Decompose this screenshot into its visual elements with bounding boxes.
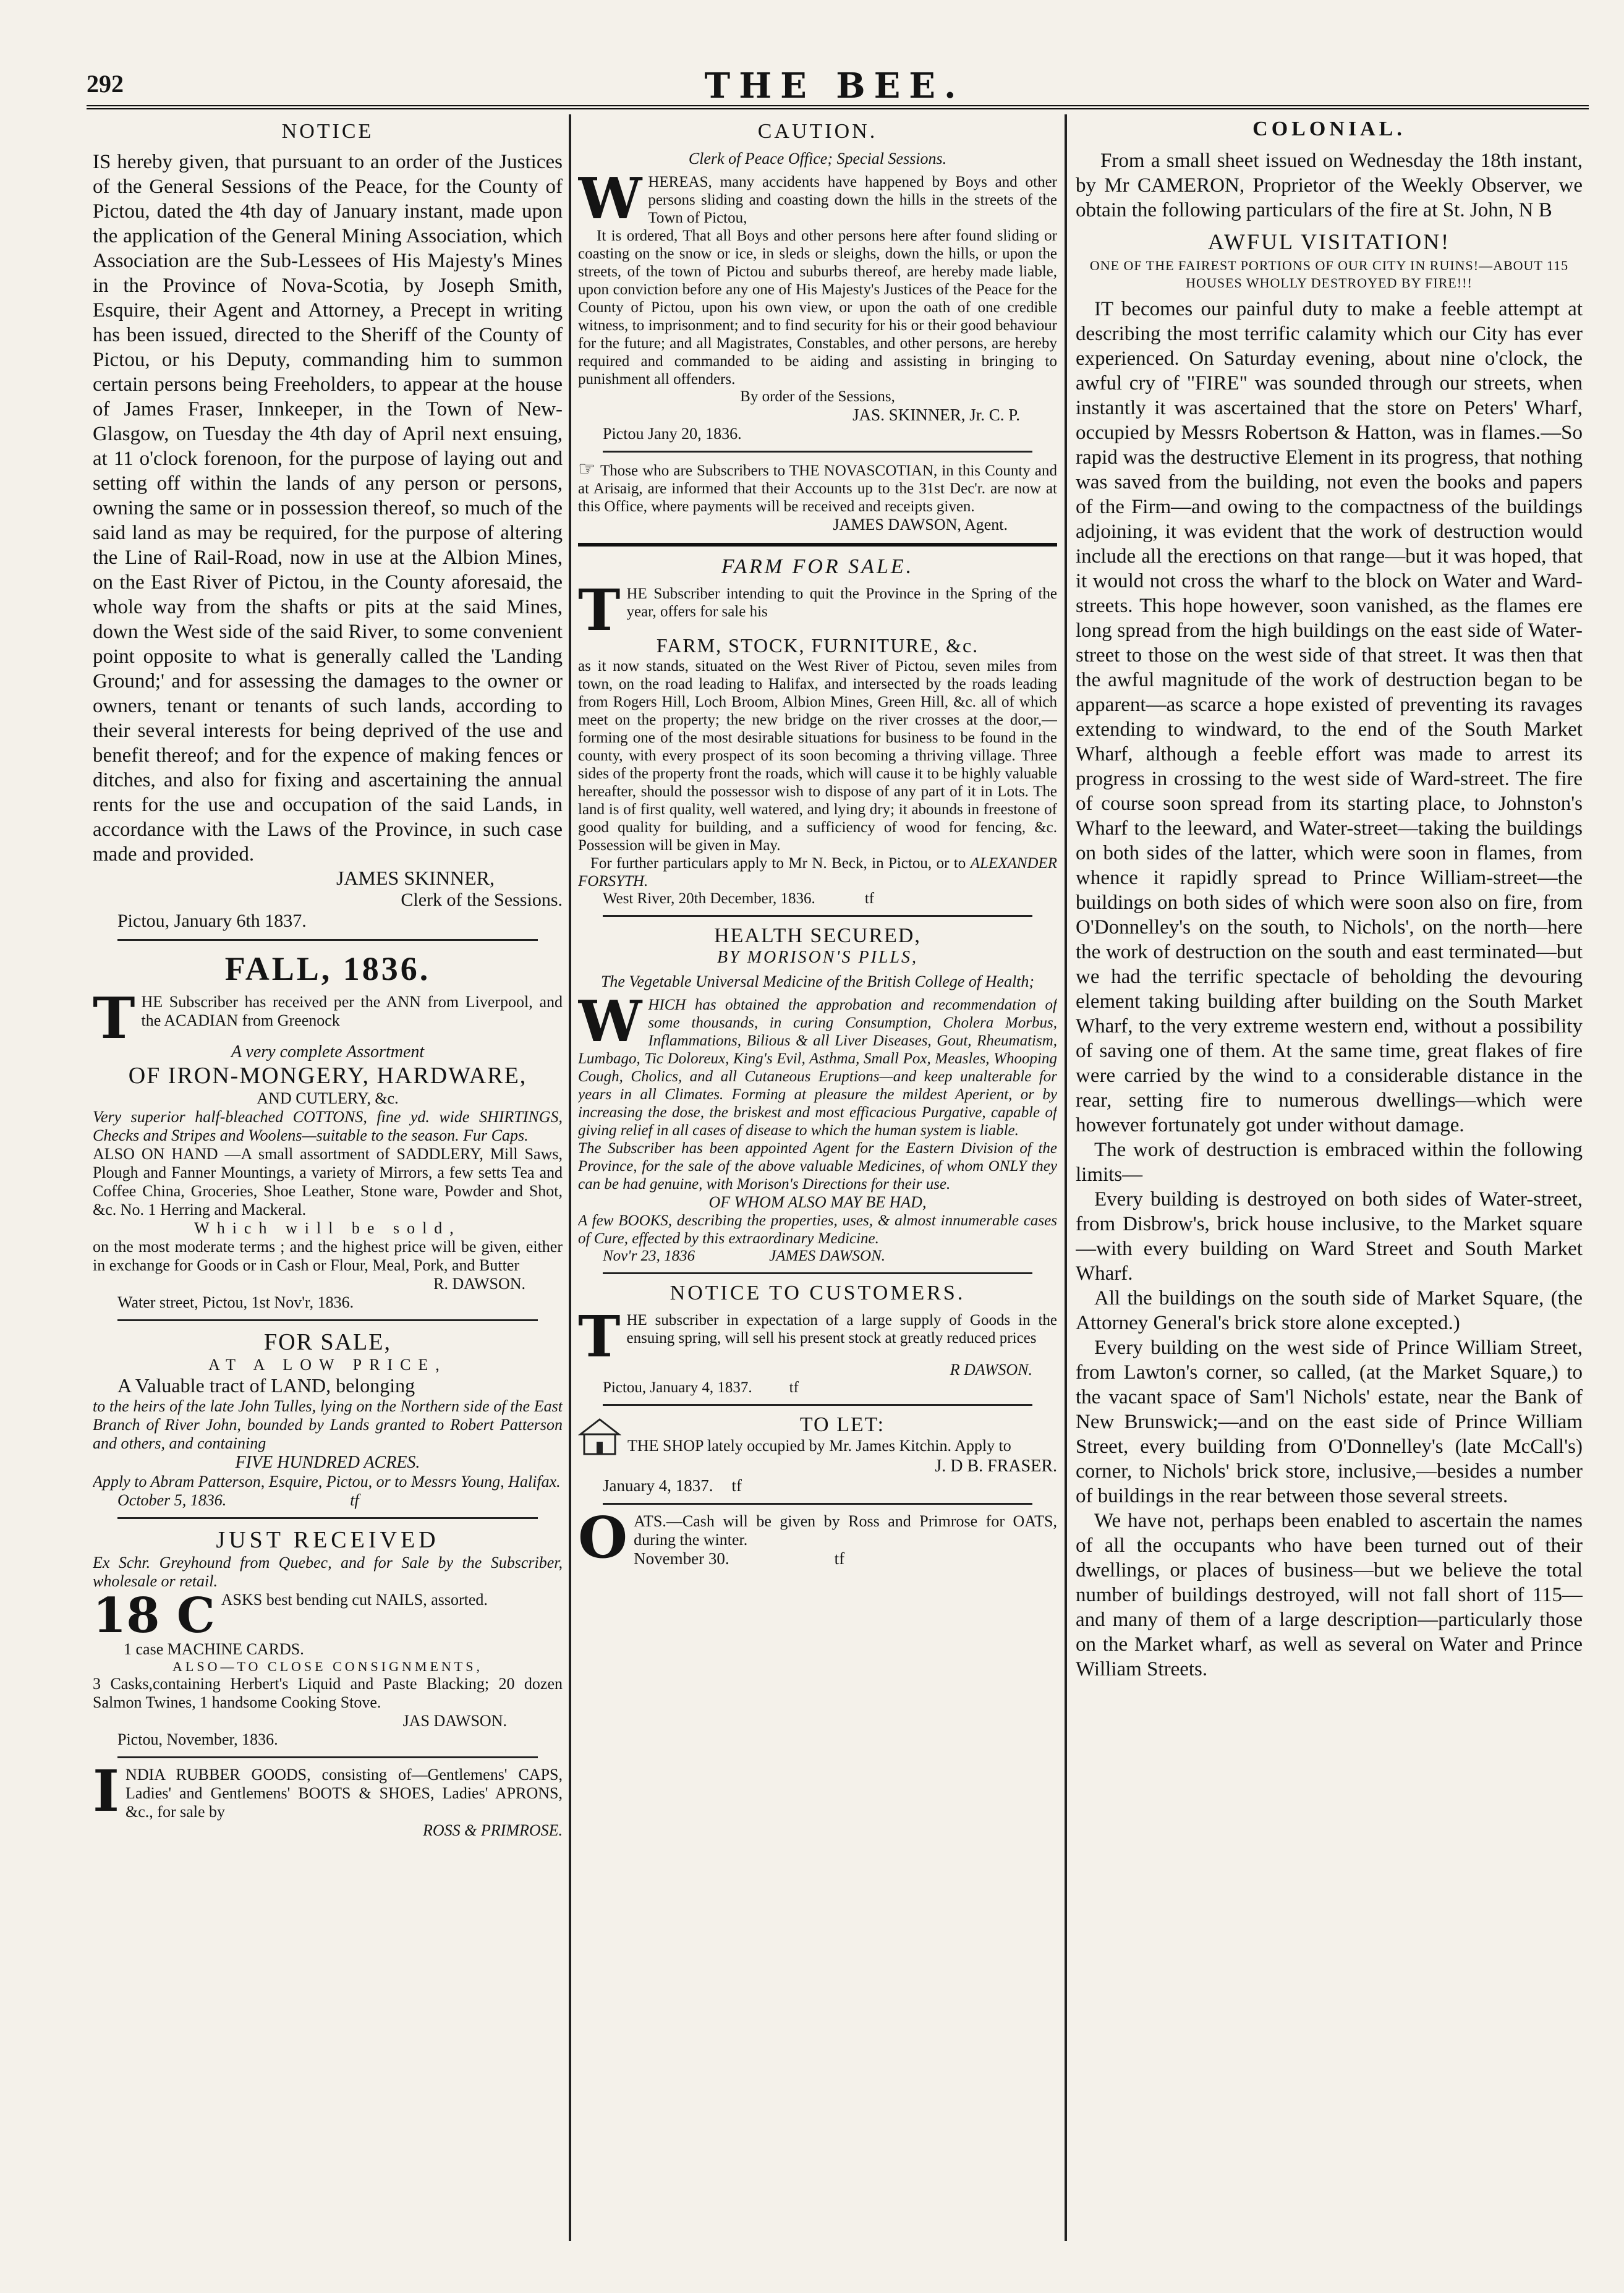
caution-date: Pictou Jany 20, 1836.: [603, 425, 742, 443]
tf-mark: tf: [350, 1491, 359, 1509]
health-sub-2: The Vegetable Universal Medicine of the British College of Health;: [600, 972, 1035, 990]
fall-assortment: A very complete Assortment: [231, 1042, 425, 1061]
notice-signer: JAMES SKINNER,: [336, 867, 495, 889]
notice-date: Pictou, January 6th 1837.: [117, 911, 307, 931]
oats-advert: [578, 1504, 1057, 1571]
farm-date: West River, 20th December, 1836.: [603, 890, 815, 907]
customers-notice: [578, 1282, 1057, 1397]
column-2: [578, 117, 1057, 2238]
india-rubber-advert: [93, 1758, 563, 1840]
india-text: NDIA RUBBER GOODS, consisting of—Gentlemens' CAPS, Ladies' and Gentlemens' BOOTS & SHOES, Ladies' APRONS, &c., for sale by: [125, 1766, 563, 1821]
fall-advert: [93, 950, 563, 1312]
caution-body-2: It is ordered, That all Boys and other persons here after found sliding or coasting on the snow or ice, in sleds or sleighs, down the hills, or upon the streets, of the town of Pictou and suburbs thereof, are hereby made liable, upon conviction before any one of His Majesty's Justices of the Peace for the County of Pictou, upon his own view, or upon the oath of one credible witness, to imprisonment; and to find security for his or their good behaviour for the future; and all Magistrates, Constables, and other persons, are hereby required and commanded to be aiding and assisting in bringing to punishment all offenders.: [578, 228, 1057, 388]
notice-signer-title: Clerk of the Sessions.: [401, 890, 563, 910]
divider: [603, 451, 1032, 453]
to-let-signer: J. D B. FRASER.: [935, 1457, 1057, 1476]
pointing-hand-icon: ☞: [578, 457, 596, 480]
health-signer: JAMES DAWSON.: [769, 1248, 886, 1264]
divider: [117, 1756, 538, 1758]
divider: [117, 1319, 538, 1321]
fall-category-sub: AND CUTLERY, &c.: [257, 1089, 399, 1107]
divider: [578, 543, 1057, 547]
farm-title: FARM FOR SALE.: [721, 555, 914, 578]
fall-goods: Very superior half-bleached COTTONS, fine yd. wide SHIRTINGS, Checks and Stripes and Woolens—suitable to the season. Fur Caps.: [93, 1108, 563, 1144]
house-icon: [578, 1417, 621, 1457]
for-sale-date: October 5, 1836.: [117, 1491, 227, 1509]
column-1: [93, 117, 563, 2238]
notice-title: NOTICE: [281, 120, 374, 143]
masthead: [87, 66, 1583, 106]
fall-signer: R. DAWSON.: [433, 1275, 525, 1293]
divider: [603, 1503, 1032, 1505]
divider: [603, 915, 1032, 917]
notice-body: IS hereby given, that pursuant to an order of the Justices of the General Sessions of the Peace, for the County of Pictou, dated the 4th day of January instant, made upon the application of the General Mining Association, which Association are the Sub-Lessees of His Majesty's Mines in the Province of Nova-Scotia, by Joseph Smith, Esquire, their Agent and Attorney, a Precept in writing has been issued, directed to the Sheriff of the County of Pictou, or his Deputy, commanding him to summon certain persons being Freeholders, to appear at the house of James Fraser, Innkeeper, in the Town of New-Glasgow, on Tuesday the 4th day of April next ensuing, at 11 o'clock forenoon, for the purpose of laying out and setting off within the lands of any person or persons, owning the same or in possession thereof, so much of the said land as may be required, for the purpose of altering the Line of Rail-Road, now in use at the Albion Mines, on the East River of Pictou, in the County aforesaid, the whole way from the shafts or pits at the said Mines, down the West side of the said River, to some convenient point opposite to what is generally called the 'Landing Ground;' and for assessing the damages to the owner or owners, tenant or tenants of such lands, according to their several interests for being deprived of the use and benefit thereof; and for the expence of making fences or ditches, and also for fixing and ascertaining the annual rents for the use and occupation of the said Lands, in accordance with the Laws of the Province, in such case made and provided.: [93, 151, 563, 866]
customers-title: NOTICE TO CUSTOMERS.: [670, 1282, 966, 1304]
paper-title: THE BEE.: [704, 66, 965, 106]
subscribers-text: Those who are Subscribers to THE NOVASCOTIAN, in this County and at Arisaig, are informed that their Accounts up to the 31st Dec'r. are now at this Office, where payments will be received and receipts given.: [578, 462, 1057, 515]
received-cards: 1 case MACHINE CARDS.: [124, 1640, 304, 1658]
received-title: JUST RECEIVED: [216, 1527, 440, 1553]
for-sale-lead: A Valuable tract of LAND, belonging: [117, 1374, 415, 1397]
received-signer: JAS DAWSON.: [402, 1712, 507, 1730]
health-sub: BY MORISON'S PILLS,: [716, 948, 919, 967]
farm-body: as it now stands, situated on the West River of Pictou, seven miles from town, on the road leading to Halifax, and intersected by the roads leading from Rogers Hill, Loch Broom, Albion Mines, Green Hill, &c. all of which meet on the property; the new bridge on the river crosses at the door,—forming one of the most desirable situations for business to be found in the county, with every prospect of its soon becoming a thriving village. Three sides of the property front the roads, which will cause it to be highly valuable hereafter, should the possessor wish to dispose of any part of it in Lots. The land is of first quality, well watered, and lying dry; it abounds in freestone of good quality for building, and a sufficiency of wood for fencing, &c. Possession will be given in May.: [578, 658, 1057, 854]
fall-terms: on the most moderate terms ; and the highest price will be given, either in exchange for Goods or in Cash or Flour, Meal, Pork, and Butter: [93, 1238, 563, 1274]
awful-visitation-sub: ONE OF THE FAIREST PORTIONS OF OUR CITY IN RUINS!—ABOUT 115 HOUSES WHOLLY DESTROYED BY FIRE!!!: [1089, 258, 1569, 291]
to-let-body: THE SHOP lately occupied by Mr. James Kitchin. Apply to: [627, 1437, 1011, 1455]
fall-also: ALSO ON HAND —A small assortment of SADDLERY, Mill Saws, Plough and Fanner Mountings, a variety of Mirrors, a few setts Tea and Coffee China, Groceries, Shoe Leather, Stone ware, Powder and Shot, &c. No. 1 Herring and Mackeral.: [93, 1145, 563, 1219]
health-title: HEALTH SECURED,: [714, 924, 921, 947]
tf-mark: tf: [864, 890, 875, 907]
divider: [603, 1404, 1032, 1406]
colonial-paragraph: All the buildings on the south side of Market Square, (the Attorney General's brick store alone excepted.): [1076, 1287, 1583, 1334]
subscribers-notice: [578, 457, 1057, 534]
colonial-paragraph: We have not, perhaps been enabled to ascertain the names of all the occupants who have been turned out of their dwellings, or places of business—but we believe the total number of buildings destroyed, will not fall short of 115—and many of them of a large description—particularly those on the Market wharf, as well as several on Water and Prince William Streets.: [1076, 1510, 1583, 1680]
for-sale-title: FOR SALE,: [264, 1329, 391, 1355]
caution-order: By order of the Sessions,: [740, 388, 895, 405]
notice-article: [93, 120, 563, 932]
farm-seller: ALEXANDER FORSYTH.: [578, 855, 1057, 890]
received-big: 18 C: [93, 1588, 215, 1644]
farm-items: FARM, STOCK, FURNITURE, &c.: [656, 634, 979, 657]
caution-signer: JAS. SKINNER, Jr. C. P.: [852, 406, 1020, 424]
drop-cap: T: [578, 1303, 621, 1370]
drop-cap: O: [578, 1504, 628, 1571]
tf-mark: tf: [789, 1379, 799, 1396]
tf-mark: tf: [834, 1549, 845, 1568]
to-let-date: January 4, 1837.: [603, 1476, 713, 1495]
column-3: [1076, 117, 1583, 2238]
caution-title: CAUTION.: [757, 120, 878, 143]
colonial-paragraph: Every building is destroyed on both sides of Water-street, from Disbrow's, brick house inclusive, to the Market square—with every building on Ward Street and South Market Wharf.: [1076, 1188, 1583, 1285]
for-sale-apply: Apply to Abram Patterson, Esquire, Pictou, or to Messrs Young, Halifax.: [93, 1473, 561, 1491]
health-books: A few BOOKS, describing the properties, uses, & almost innumerable cases of Cure, effected by this extraordinary Medicine.: [578, 1212, 1057, 1247]
received-also: ALSO—TO CLOSE CONSIGNMENTS,: [172, 1659, 483, 1674]
received-date: Pictou, November, 1836.: [117, 1730, 278, 1748]
customers-body: HE subscriber in expectation of a large supply of Goods in the ensuing spring, will sell his present stock at greatly reduced prices: [626, 1312, 1057, 1346]
farm-advert: [578, 555, 1057, 908]
india-seller: ROSS & PRIMROSE.: [422, 1821, 563, 1839]
drop-cap: T: [578, 577, 621, 644]
customers-signer: R DAWSON.: [950, 1361, 1032, 1379]
divider: [603, 1272, 1032, 1274]
fall-intro: HE Subscriber has received per the ANN from Liverpool, and the ACADIAN from Greenock: [141, 993, 563, 1029]
divider: [117, 1517, 538, 1519]
farm-intro: HE Subscriber intending to quit the Province in the Spring of the year, offers for sale his: [626, 585, 1057, 620]
caution-article: [578, 120, 1057, 443]
column-divider: [1065, 114, 1067, 2241]
drop-cap: I: [93, 1758, 120, 1824]
fall-date: Water street, Pictou, 1st Nov'r, 1836.: [117, 1293, 354, 1311]
health-agent: The Subscriber has been appointed Agent for the Eastern Division of the Province, for the sale of the above valuable Medicines, of whom ONLY they can be had genuine, with Morison's Directions for their use.: [578, 1140, 1057, 1193]
to-let-advert: [578, 1413, 1057, 1495]
masthead-rule: [87, 105, 1589, 109]
colonial-title: COLONIAL.: [1252, 117, 1406, 140]
divider: [117, 939, 538, 941]
oats-date: November 30.: [634, 1549, 729, 1568]
drop-cap: W: [578, 988, 642, 1055]
column-divider: [569, 114, 571, 2241]
drop-cap: T: [93, 985, 135, 1052]
fall-which: Which will be sold,: [194, 1219, 461, 1237]
fall-category: OF IRON-MONGERY, HARDWARE,: [128, 1063, 527, 1089]
health-body: HICH has obtained the approbation and recommendation of some thousands, in curing Consumption, Cholera Morbus, Inflammations, Bilious & all Liver Diseases, Gout, Rheumatism, Lumbago, Tic Doloreux, King's Evil, Asthma, Small Pox, Measles, Whooping Cough, Cholics, and all Cutaneous Eruptions—and keep unalterable for years in all Climates. Forming at pleasure the mildest Aperient, or by increasing the dose, the briskest and most efficacious Purgative, capable of giving relief in all cases of disease to which the human system is liable.: [578, 997, 1057, 1139]
for-sale-sub: AT A LOW PRICE,: [208, 1356, 447, 1374]
drop-cap: W: [578, 165, 642, 232]
received-items: 3 Casks,containing Herbert's Liquid and Paste Blacking; 20 dozen Salmon Twines, 1 handsome Cooking Stove.: [93, 1675, 563, 1711]
received-casks: ASKS best bending cut NAILS, assorted.: [221, 1591, 488, 1609]
health-also: OF WHOM ALSO MAY BE HAD,: [708, 1193, 927, 1211]
customers-date: Pictou, January 4, 1837.: [603, 1379, 752, 1396]
to-let-title: TO LET:: [799, 1413, 885, 1436]
just-received-advert: [93, 1526, 563, 1749]
for-sale-advert: [93, 1329, 563, 1510]
for-sale-body: to the heirs of the late John Tulles, lying on the Northern side of the East Branch of River John, bounded by Lands granted to Robert Patterson and others, and containing: [93, 1397, 563, 1452]
page-number: 292: [87, 70, 124, 98]
health-advert: [578, 924, 1057, 1265]
awful-visitation-title: AWFUL VISITATION!: [1207, 229, 1451, 254]
colonial-paragraph: The work of destruction is embraced within the following limits—: [1076, 1139, 1583, 1186]
fall-title: FALL, 1836.: [224, 950, 431, 987]
received-sub: Ex Schr. Greyhound from Quebec, and for Sale by the Subscriber, wholesale or retail.: [93, 1554, 563, 1590]
tf-mark: tf: [731, 1476, 742, 1495]
health-date: Nov'r 23, 1836: [603, 1248, 695, 1264]
colonial-intro: From a small sheet issued on Wednesday the 18th instant, by Mr CAMERON, Proprietor of the Weekly Observer, we obtain the following particulars of the fire at St. John, N B: [1076, 150, 1583, 221]
farm-apply: For further particulars apply to Mr N. Beck, in Pictou, or to: [590, 855, 966, 872]
colonial-paragraph: Every building on the west side of Prince William Street, from Lawton's corner, so called, (at the Market Square,) to the vacant space of Sam'l Nichols' estate, near the Bank of New Brunswick;—and on the east side of Prince William Street, every building from O'Donnelley's (late McCall's) corner, to Nichols' brick store, inclusive,—besides a number of buildings in the rear between those several streets.: [1076, 1337, 1583, 1507]
oats-body: ATS.—Cash will be given by Ross and Primrose for OATS, during the winter.: [634, 1512, 1057, 1549]
subscribers-signer: JAMES DAWSON, Agent.: [833, 516, 1008, 534]
for-sale-acres: FIVE HUNDRED ACRES.: [235, 1453, 420, 1472]
colonial-paragraph: IT becomes our painful duty to make a feeble attempt at describing the most terrific calamity which our City has ever experienced. On Saturday evening, about nine o'clock, the awful cry of "FIRE" was sounded through our streets, when instantly it was ascertained that the store on Peters' Wharf, occupied by Messrs Robertson & Hatton, was in flames.—So rapid was the destructive Element in its progress, that nothing was saved from the building, not even the books and papers of the Firm—and owing to the compactness of the buildings adjoining, it was evident that the work of destruction would include all the erections on that range—but it was hoped, that it would not cross the wharf to the block on Water and Ward-streets. This hope however, soon vanished, as the flames ere long spread from the high buildings on the east side of Water-street to those on the west side of that street. It was then that the awful magnitude of the work of destruction began to be apparent—as scarce a hope existed of preventing its ravages extending to windward, to the end of the South Market Wharf, although a feeble effort was made to arrest its progress in crossing to the west side of Ward-street. The fire of course soon spread from its starting place, to Johnston's Wharf to the leeward, and Water-street—taking the buildings on both sides of the latter, which were soon in flames, from whence it rapidly spread to Prince William-street—the buildings on both sides of which were soon also on fire, from O'Donnelley's on the south, to Nichols', on the north—here the work of destruction on the south and east terminated—but we had the terrific spectacle of beholding the devouring element taking building after building on the South Market Wharf, to the very extreme western end, without a possibility of saving one of them. At the same time, great flakes of fire were carried by the wind to a considerable distance in the rear, setting fire to numerous dwellings—which were however fortunately got under without damage.: [1076, 298, 1583, 1136]
caution-sub: Clerk of Peace Office; Special Sessions.: [688, 150, 947, 168]
caution-body-1: HEREAS, many accidents have happened by Boys and other persons sliding and coasting down the hills in the streets of the Town of Pictou,: [648, 174, 1057, 226]
